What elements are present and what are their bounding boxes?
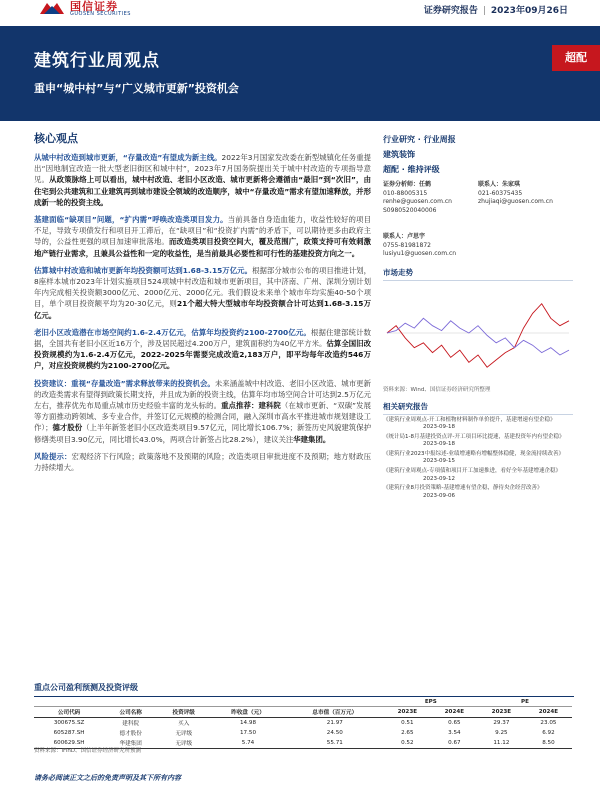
contact-email: lusiyu1@guosen.com.cn: [383, 250, 457, 257]
recommendation-2: 德才股份: [52, 423, 83, 433]
report-item-title[interactable]: 《建筑行业周观点-开工和植物材料制作单价提升，基建增速有望企稳》: [383, 416, 556, 423]
analyst-email: zhujiaqi@guosen.com.cn: [478, 198, 553, 205]
paragraph-lead: 基建面临“缺项目”问题，“扩内需”呼唤改造类项目发力。: [34, 215, 228, 225]
column-header: 投资评级: [157, 707, 210, 718]
analyst-phone: 021-60375435: [478, 189, 523, 197]
table-cell: 华建集团: [104, 738, 157, 749]
table-cell: 6.92: [542, 730, 555, 736]
brand-name-en: GUOSEN SECURITIES: [70, 11, 131, 17]
report-item-date: 2023-09-15: [423, 458, 455, 465]
paragraph-emphasis: 从政策脉络上可以看出，城中村改造、老旧小区改造、城市更新将会遵循由“最旧”到“次旧”，由住宅到公共建筑和工业建筑再到城市建设全领域的改造顺序，城中“存量改造”需求有望加速释放，并形成新一轮的投资主线。: [34, 175, 371, 207]
column-header: 2023E: [384, 707, 431, 718]
column-header: 公司名称: [104, 707, 157, 718]
table-cell: 14.98: [240, 720, 257, 726]
paragraph-5: [34, 378, 371, 445]
table-cell: 605287.SH: [53, 730, 85, 736]
analyst-label: 证券分析师：: [383, 181, 420, 188]
paragraph-4: [34, 327, 371, 372]
table-source: 资料来源：iFinD、国信证券经济研究所预测: [34, 748, 142, 754]
paragraph-1: [34, 152, 371, 208]
table-cell: 24.50: [326, 730, 343, 736]
report-item-date: 2023-09-18: [423, 424, 455, 431]
paragraph-text: 宏观经济下行风险；政策落地不及预期的风险；改造类项目审批进度不及预期；地方财政压力持续增大。: [34, 451, 371, 473]
contact-block: [383, 233, 573, 259]
paragraph-text-2: （在城市更新、“双碳”发展等方面推动跨领域、多专业合作，并签订亿元规模的检测合同，融入深圳市高水平推进城市规划建设工作）；: [34, 401, 371, 433]
paragraph-risk: [34, 451, 371, 473]
table-header-row-2: [34, 707, 572, 718]
report-item-title[interactable]: 《建筑行业2023中报综述-业绩增速略有增幅整体稳健，现金流持续改善》: [383, 450, 564, 457]
analyst-block: [383, 181, 573, 229]
industry-line: 行业研究 · 行业周报: [383, 135, 456, 144]
table-title: 重点公司盈利预测及投资评级: [34, 682, 574, 697]
earnings-table: [34, 698, 572, 749]
market-chart-svg: [383, 283, 573, 383]
paragraph-3: [34, 265, 371, 321]
report-item-title[interactable]: 《统计局1-8月基建投资点评-开工项目环比提速，基建投资年内有望企稳》: [383, 433, 565, 440]
paragraph-lead: 估算城中村改造和城市更新年均投资额可达到1.68-3.15万亿元。: [34, 265, 253, 275]
reports-list: [383, 417, 573, 501]
column-header: 2024E: [431, 707, 478, 718]
analyst-phone: 010-88005315: [383, 189, 428, 197]
recommendation-1: 重点推荐：建科院: [221, 401, 281, 411]
footer-disclaimer: 请务必阅读正文之后的免责声明及其下所有内容: [34, 774, 181, 782]
table-cell: 无评级: [157, 738, 210, 749]
table-header-pe: PE: [478, 698, 572, 707]
analyst-name: 任鹤: [419, 181, 432, 188]
paragraph-text: 未来涵盖城中村改造、老旧小区改造、城市更新的改造类需求有望得到政策长期支持，并且成为新的投资主线，估算年均市场空间合计可达到2.5万亿元左右，推荐优先布局重点城市历史经验丰富的龙头标的。: [34, 378, 371, 411]
table-header-eps: EPS: [384, 698, 478, 707]
table-cell: 5.74: [210, 738, 286, 749]
column-header: 2024E: [525, 707, 572, 718]
paragraph-text: 2022年3月国家发改委在新型城镇化任务重提出“因地制宜改造一批大型老旧街区和城中村”，2023年7月国务院提出关于城中村改造的专项指导意见。: [34, 153, 372, 185]
report-item-date: 2023-09-12: [423, 475, 455, 482]
table-cell: 0.65: [448, 720, 461, 726]
paragraph-2: [34, 214, 371, 259]
table-cell: 600629.SH: [34, 738, 104, 749]
table-row: [34, 718, 572, 729]
chart-source: 资料来源：Wind、国信证券经济研究所整理: [383, 386, 491, 393]
column-header: 2023E: [478, 707, 525, 718]
report-item-date: 2023-09-06: [423, 492, 455, 499]
main-content: [34, 130, 371, 479]
table-cell: 17.50: [240, 730, 257, 736]
analyst-email: renhe@guosen.com.cn: [383, 198, 452, 205]
report-type: 证券研究报告: [423, 6, 478, 16]
table-cell: 德才股份: [119, 731, 142, 737]
table-cell: 300675.SZ: [53, 720, 85, 726]
table-cell: 8.50: [525, 738, 572, 749]
market-chart: [383, 283, 573, 383]
paragraph-emphasis: 21个超大特大型城市年均投资额合计可达到1.68-3.15万亿元。: [34, 299, 371, 320]
table-cell: 0.67: [431, 738, 478, 749]
top-header: [0, 0, 600, 26]
table-cell: 11.12: [478, 738, 525, 749]
report-date: 2023年09月26日: [490, 6, 568, 16]
brand-name-cn: 国信证券: [70, 0, 118, 13]
sidebar: [383, 132, 573, 500]
paragraph-text: 根据部分城市公布的项目推进计划，8座样本城市2023年计划实施项目524项城中村改造和城市更新项目，其中济南、广州、深圳分别计划年内完成相关投资额3000亿元、2000亿元、2000亿元。我们假设未来单个城市年均实施40-50个项目，单个项目投资额平均为20-30亿元，则: [34, 265, 371, 309]
contact-phone: 0755-81981872: [383, 241, 431, 249]
table-cell: 23.05: [540, 720, 557, 726]
sector-name: 建筑装饰: [383, 150, 415, 159]
table-header-row-1: [34, 698, 572, 707]
separator: |: [482, 6, 486, 16]
table-cell: 55.71: [286, 738, 384, 749]
analyst-license: S0980520040006: [383, 206, 437, 214]
table-row: [34, 728, 572, 738]
analyst-label: 联系人：: [478, 181, 503, 188]
page-subtitle: 重申“城中村”与“广义城市更新”投资机会: [34, 82, 239, 95]
chart-series-line-2: [387, 318, 569, 355]
report-item-title[interactable]: 《建筑行业周观点-专项债和项目开工加速推进，看好全年基建增速企稳》: [383, 468, 561, 475]
column-header: 昨收盘（元）: [210, 707, 286, 718]
paragraph-text-3: （上半年新签老旧小区改造类项目9.57亿元，同比增长106.7%；新签历史风貌建筑保护修缮类项目3.90亿元，同比增长43.0%，两项合计新签占比28.2%），建议关注: [34, 423, 371, 444]
table-header-blank: [34, 698, 384, 707]
table-cell: 0.51: [401, 720, 414, 726]
report-item-date: 2023-09-18: [423, 441, 455, 448]
paragraph-emphasis: 而改造类项目投资空间大，覆及范围广，政策支持可有效刺激地产链行业需求，且兼具公益性和一定的收益性，是当前最具必要性和可行性的基建投资方向之一。: [34, 237, 371, 258]
analyst-2: [478, 181, 573, 207]
paragraph-text: 根据住建部统计数据，全国共有老旧小区近16万个，涉及居民超过4.200万户，建筑面积约为40亿平方米。: [34, 327, 371, 349]
column-header: 公司代码: [34, 707, 104, 718]
table-cell: 无评级: [175, 731, 193, 737]
title-banner: [0, 26, 600, 121]
chart-series-line-1: [387, 303, 569, 367]
table-cell: 21.97: [326, 720, 343, 726]
chart-title: 市场走势: [383, 267, 573, 281]
brand-logo-icon: [38, 0, 66, 16]
table-cell: 9.25: [495, 730, 508, 736]
paragraph-lead: 从城中村改造到城市更新，“存量改造”有望成为新主线。: [34, 153, 222, 162]
table-cell: 3.54: [448, 730, 461, 736]
paragraph-lead: 风险提示：: [34, 451, 72, 461]
reports-title: 相关研究报告: [383, 401, 573, 415]
contact-name: 卢思宇: [407, 233, 426, 240]
table-cell: 建科院: [122, 721, 140, 727]
rating-line: 超配 · 维持评级: [383, 165, 440, 174]
paragraph-text: 当前具备自身造血能力，收益性较好的项目不足，导致专项债发行和项目开工滞后，在“缺项目”和“投资扩内需”的矛盾下，可以期待更多由政府主导的，公益性更强的项目加速审批落地。: [34, 215, 371, 247]
paragraph-emphasis: 估算全国旧改投资规模约为1.6-2.4万亿元，2022-2025年需要完成改造2,183万户，即平均每年改造约546万户，对应投资规模约为2100-2700亿元。: [34, 339, 371, 371]
table-cell: 0.52: [384, 738, 431, 749]
recommendation-3: 华建集团。: [293, 434, 331, 444]
brand-logo: [38, 0, 142, 22]
contact-label: 联系人：: [383, 233, 408, 240]
analyst-1: [383, 181, 478, 215]
report-item-title[interactable]: 《建筑行业8月投资策略-基建增速有望企稳，静待央企经营改善》: [383, 485, 543, 492]
section-title: 核心观点: [34, 132, 78, 145]
table-cell: 2.65: [401, 730, 414, 736]
table-cell: 买入: [178, 721, 190, 727]
paragraph-lead: 老旧小区改造潜在市场空间约1.6-2.4万亿元，估算年均投资约2100-2700亿元。: [34, 327, 311, 337]
report-meta: [424, 3, 568, 16]
rating-badge: 超配: [552, 45, 600, 71]
paragraph-lead: 投资建议：重视“存量改造”需求释放带来的投资机会。: [34, 378, 215, 388]
analyst-name: 朱家琪: [502, 181, 521, 188]
column-header: 总市值（百万元）: [286, 707, 384, 718]
page-title: 建筑行业周观点: [34, 51, 160, 71]
table-cell: 29.37: [493, 720, 510, 726]
